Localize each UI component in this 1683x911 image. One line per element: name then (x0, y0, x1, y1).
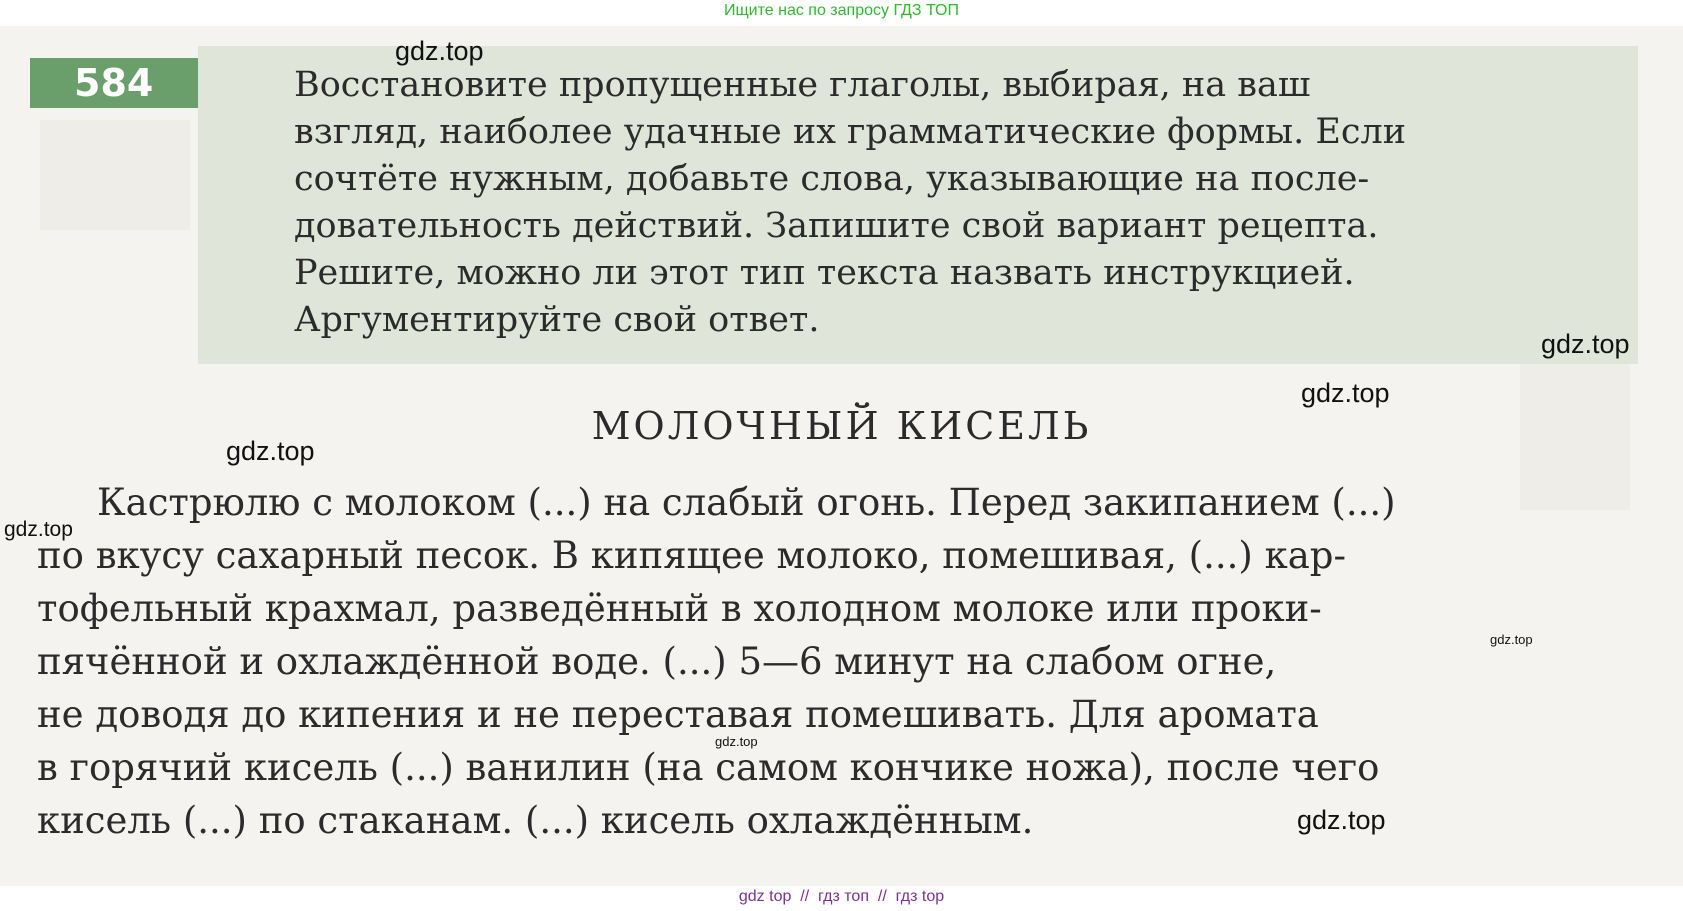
task-line: Аргументируйте свой ответ. (294, 300, 820, 340)
task-line: сочтёте нужным, добавьте слова, указывающие на после- (294, 159, 1370, 199)
recipe-line: не доводя до кипения и не переставая помешивать. Для аромата (37, 693, 1319, 736)
task-line: довательность действий. Запишите свой вариант рецепта. (294, 206, 1379, 246)
task-line: взгляд, наиболее удачные их грамматические формы. Если (294, 112, 1407, 152)
recipe-title: МОЛОЧНЫЙ КИСЕЛЬ (591, 404, 1092, 448)
recipe-line: Кастрюлю с молоком (...) на слабый огонь. Перед закипанием (...) (97, 481, 1396, 524)
watermark: gdz.top (1297, 805, 1386, 835)
watermark: gdz.top (4, 518, 73, 541)
recipe-text (37, 476, 1639, 847)
recipe-line: тофельный крахмал, разведённый в холодном молоке или проки- (37, 587, 1322, 630)
watermark: gdz.top (1541, 329, 1630, 359)
recipe-line: пячённой и охлаждённой воде. (...) 5—6 минут на слабом огне, (37, 640, 1277, 683)
recipe-line: в горячий кисель (...) ванилин (на самом кончике ножа), после чего (37, 746, 1380, 789)
task-line: Решите, можно ли этот тип текста назвать инструкцией. (294, 253, 1355, 293)
recipe-line: по вкусу сахарный песок. В кипящее молоко, помешивая, (...) кар- (37, 534, 1346, 577)
watermark: gdz.top (1490, 632, 1533, 647)
recipe-line: кисель (...) по стаканам. (...) кисель охлаждённым. (37, 799, 1034, 842)
watermark: gdz.top (1301, 378, 1390, 408)
banner-text: Ищите нас по запросу ГДЗ ТОП (724, 2, 959, 19)
watermark: gdz.top (226, 436, 315, 466)
page-bleed-through (40, 120, 190, 230)
top-banner (0, 0, 1683, 26)
task-text (294, 62, 1612, 344)
footer-text: gdz top // гдз топ // гдз top (738, 888, 945, 905)
exercise-number: 584 (30, 58, 198, 108)
watermark: gdz.top (395, 36, 484, 66)
watermark: gdz.top (715, 734, 758, 749)
task-line: Восстановите пропущенные глаголы, выбирая, на ваш (294, 65, 1311, 105)
bottom-footer (0, 886, 1683, 911)
